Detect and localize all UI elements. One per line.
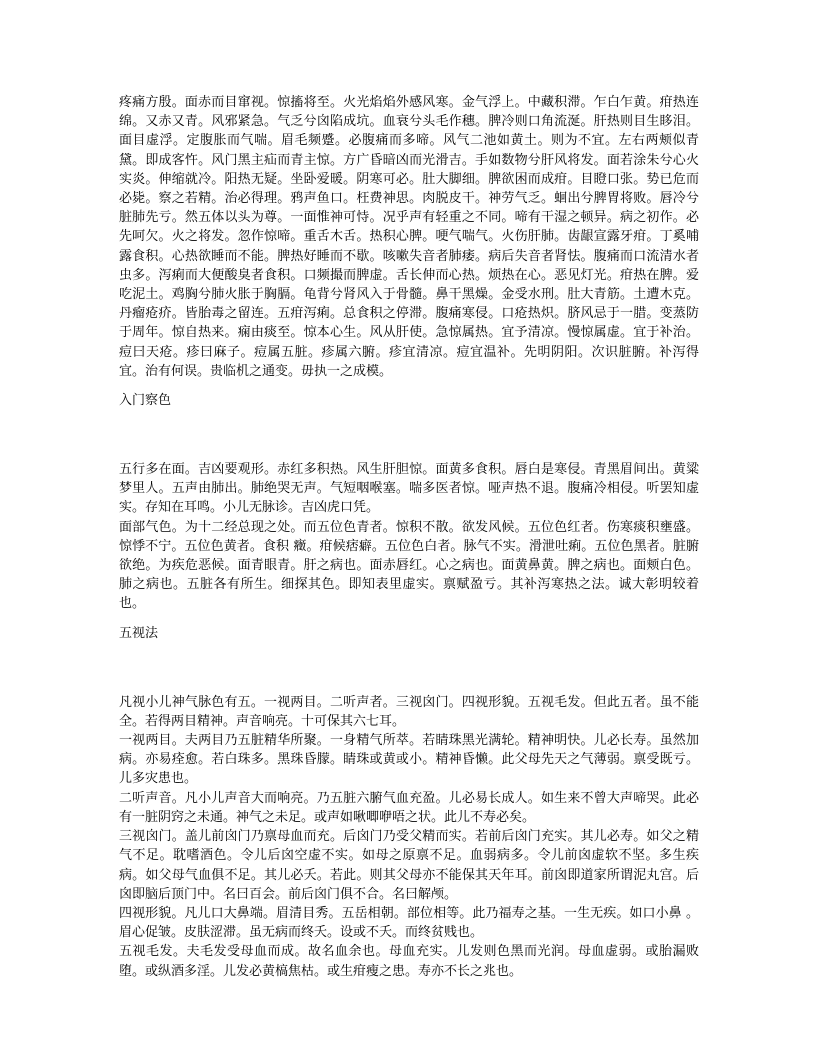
section-heading-observe-color: 入门察色: [119, 393, 172, 409]
body-paragraph: 五视毛发。夫毛发受母血而成。故名血余也。母血充实。儿发则色黑而光润。母血虚弱。或胎漏败堕。或纵酒多淫。儿发必黄槁焦枯。或生疳瘦之患。寿亦不长之兆也。: [119, 944, 699, 979]
body-paragraph: 面部气色。为十二经总现之处。而五位色青者。惊积不散。欲发风候。五位色红者。伤寒痰积壅盛。惊悸不宁。五位色黄者。食积 癥。疳候痞癖。五位色白者。脉气不实。滑泄吐痢。五位色黑者。脏腑欲绝。为疾危恶候。面青眼青。肝之病也。面赤唇红。心之病也。面黄鼻黄。脾之病也。面颊白色。肺之病也。五脏各有所生。细探其色。即知表里虚实。禀赋盈亏。其补泻寒热之法。诚大彰明较着也。: [119, 519, 699, 612]
section-heading-five-views: 五视法: [119, 625, 159, 641]
body-paragraph: 五行多在面。吉凶要观形。赤红多积热。风生肝胆惊。面黄多食积。唇白是寒侵。青黑眉间出。黄粱梦里人。五声由肺出。肺绝哭无声。气短咽喉塞。喘多医者惊。哑声热不退。腹痛冷相侵。听罢知虚实。存知在耳鸣。小儿无脉诊。吉凶虎口凭。: [119, 462, 699, 516]
body-paragraph: 疼痛方殷。面赤而目窜视。惊搐将至。火光焰焰外感风寒。金气浮上。中藏积滞。乍白乍黄。疳热连绵。又赤又青。风邪紧急。气乏兮囟陷成坑。血衰兮头毛作穗。脾冷则口角流涎。肝热则目生眵泪。面目虚浮。定腹胀而气喘。眉毛频蹙。必腹痛而多啼。风气二池如黄土。则为不宜。左右两颊似青黛。即成客忤。风门黑主疝而青主惊。方广昏暗凶而光滑吉。手如数物兮肝风将发。面若涂朱兮心火实炎。伸缩就冷。阳热无疑。坐卧爱暖。阴寒可必。肚大脚细。脾欲困而成疳。目瞪口张。势已危而必毙。察之若精。治必得理。鸦声鱼口。枉费神思。肉脱皮干。神劳气乏。蛔出兮脾胃将败。唇冷兮脏肺先亏。然五体以头为尊。一面惟神可恃。况乎声有轻重之不同。啼有干湿之顿异。病之初作。必先呵欠。火之将发。忽作惊啼。重舌木舌。热积心脾。哽气喘气。火伤肝肺。齿龈宣露牙疳。丁奚哺露食积。心热欲睡而不能。脾热好睡而不歇。咳嗽失音者肺痿。病后失音者肾怯。腹痛而口流清水者虫多。泻痢而大便酸臭者食积。口频撮而脾虚。舌长伸而心热。烦热在心。恶见灯光。疳热在脾。爱吃泥土。鸡胸兮肺火胀于胸膈。龟背兮肾风入于骨髓。鼻干黑燥。金受水刑。肚大青筋。土遭木克。丹瘤疮疥。皆胎毒之留连。五疳泻痢。总食积之停滞。腹痛寒侵。口疮热炽。脐风忌于一腊。变蒸防于周年。惊自热来。痫由痰至。惊本心生。风从肝使。急惊属热。宜予清凉。慢惊属虚。宜于补治。痘曰天疮。疹曰麻子。痘属五脏。疹属六腑。疹宜清凉。痘宜温补。先明阴阳。次识脏腑。补泻得宜。治有何误。贵临机之通变。毋执一之成模。: [119, 95, 699, 379]
body-paragraph: 三视囟门。盖儿前囟门乃禀母血而充。后囟门乃受父精而实。若前后囟门充实。其儿必寿。如父之精气不足。耽嗜酒色。令儿后囟空虚不实。如母之原禀不足。血弱病多。令儿前囟虚软不坚。多生疾病。如父母气血俱不足。其儿必夭。若此。则其父母亦不能保其天年耳。前囟即道家所谓泥丸宫。后囟即脑后顶门中。名曰百会。前后囟门俱不合。名曰解颅。: [119, 829, 699, 902]
body-paragraph: 四视形貌。凡儿口大鼻端。眉清目秀。五岳相朝。部位相等。此乃福寿之基。一生无疾。如口小鼻 。眉心促皱。皮肤涩滞。虽无病而终夭。设或不夭。而终贫贱也。: [119, 905, 699, 941]
body-paragraph: 凡视小儿神气脉色有五。一视两目。二听声者。三视囟门。四视形貌。五视毛发。但此五者。虽不能全。若得两目精神。声音响亮。十可保其六七耳。: [119, 694, 699, 729]
document-page: [119, 93, 699, 981]
body-paragraph: 二听声音。凡小儿声音大而响亮。乃五脏六腑气血充盈。儿必易长成人。如生来不曾大声啼哭。此必有一脏阴窍之未通。神气之未足。或声如啾唧咿唔之状。此儿不寿必矣。: [119, 790, 699, 825]
body-paragraph: 一视两目。夫两目乃五脏精华所聚。一身精气所萃。若睛珠黑光满轮。精神明快。儿必长寿。虽然加病。亦易痊愈。若白珠多。黑珠昏朦。睛珠或黄或小。精神昏懒。此父母先天之气薄弱。禀受既亏。儿多灾患也。: [119, 733, 699, 787]
